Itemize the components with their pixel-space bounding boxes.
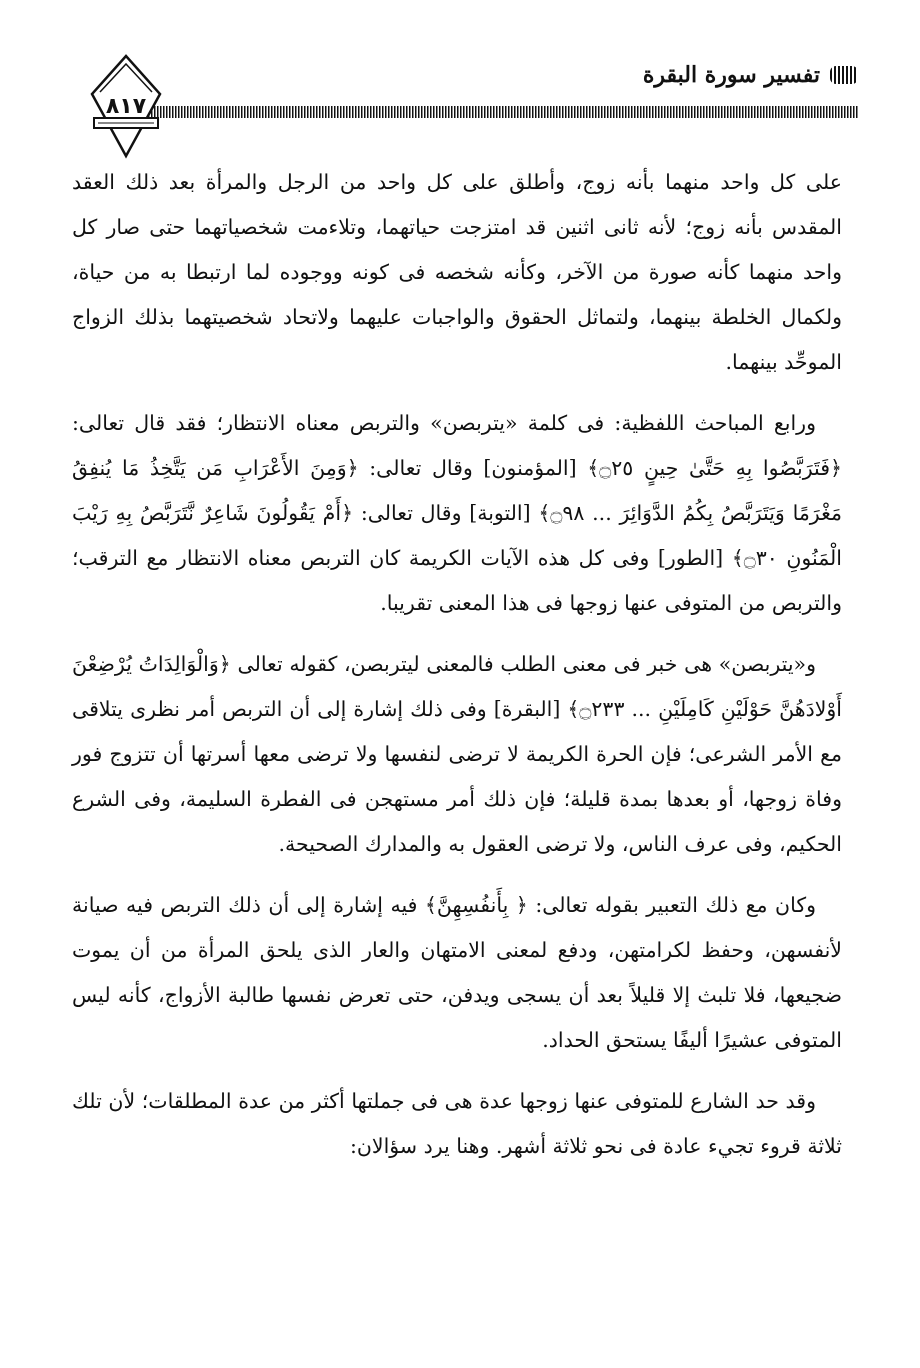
- page-header: [88, 52, 858, 162]
- page-number: ٨١٧: [105, 94, 147, 119]
- ornament-icon: [830, 66, 858, 84]
- paragraph: وقد حد الشارع للمتوفى عنها زوجها عدة هى فى جملتها أكثر من عدة المطلقات؛ لأن تلك ثلاثة قروء تجيء عادة فى نحو ثلاثة أشهر. وهنا يرد سؤالان:: [72, 1089, 842, 1158]
- running-title-text: تفسير سورة البقرة: [642, 62, 820, 88]
- running-title: [643, 62, 858, 88]
- paragraph: على كل واحد منهما بأنه زوج، وأطلق على كل واحد من الرجل والمرأة بعد ذلك العقد المقدس بأنه زوج؛ لأنه ثانى اثنين قد امتزجت حياتهما، وتلاءمت شخصياتهما حتى صار كل واحد منهما كأنه صورة من الآخر، وكأنه شخصه فى كونه ووجوده لما ارتبطا به من حياة، ولكمال الخلطة بينهما، ولتماثل الحقوق والواجبات عليهما ولاتحاد شخصيتهما بذلك الزواج الموحِّد بينهما.: [72, 170, 842, 374]
- paragraph: و«يتربصن» هى خبر فى معنى الطلب فالمعنى ليتربصن، كقوله تعالى ﴿وَالْوَالِدَاتُ يُرْضِعْنَ أَوْلادَهُنَّ حَوْلَيْنِ كَامِلَيْنِ ... ۝٢٣٣﴾ [البقرة] وفى ذلك إشارة إلى أن التربص أمر نظرى يتلاقى مع الأمر الشرعى؛ فإن الحرة الكريمة لا ترضى لنفسها ولا ترضى معها أسرتها أن تتزوج فور وفاة زوجها، أو بعدها بمدة قليلة؛ فإن ذلك أمر مستهجن فى الفطرة السليمة، وفى الشرع الحكيم، وفى عرف الناس، ولا ترضى العقول به والمدارك الصحيحة.: [72, 652, 842, 856]
- paragraph: وكان مع ذلك التعبير بقوله تعالى: ﴿ بِأَنفُسِهِنَّ﴾ فيه إشارة إلى أن ذلك التربص فيه صيانة لأنفسهن، وحفظ لكرامتهن، ودفع لمعنى الامتهان والعار الذى يلحق المرأة من أن يموت ضجيعها، فلا تلبث إلا قليلاً بعد أن يسجى ويدفن، حتى تعرض نفسها طالبة الأزواج، كأنه ليس المتوفى عشيرًا أليفًا يستحق الحداد.: [72, 893, 842, 1052]
- header-rule: [148, 106, 858, 118]
- paragraph: ورابع المباحث اللفظية: فى كلمة «يتربصن» والتربص معناه الانتظار؛ فقد قال تعالى: ﴿فَتَرَبَّصُوا بِهِ حَتَّىٰ حِينٍ ۝٢٥﴾ [المؤمنون] وقال تعالى: ﴿وَمِنَ الأَعْرَابِ مَن يَتَّخِذُ مَا يُنفِقُ مَغْرَمًا وَيَتَرَبَّصُ بِكُمُ الدَّوَائِرَ ... ۝٩٨﴾ [التوبة] وقال تعالى: ﴿أَمْ يَقُولُونَ شَاعِرٌ نَّتَرَبَّصُ بِهِ رَيْبَ الْمَنُونِ ۝٣٠﴾ [الطور] وفى كل هذه الآيات الكريمة كان التربص معناه الانتظار مع الترقب؛ والتربص من المتوفى عنها زوجها فى هذا المعنى تقريبا.: [72, 411, 843, 615]
- page-body: [72, 160, 842, 1185]
- page-number-badge: [88, 52, 164, 162]
